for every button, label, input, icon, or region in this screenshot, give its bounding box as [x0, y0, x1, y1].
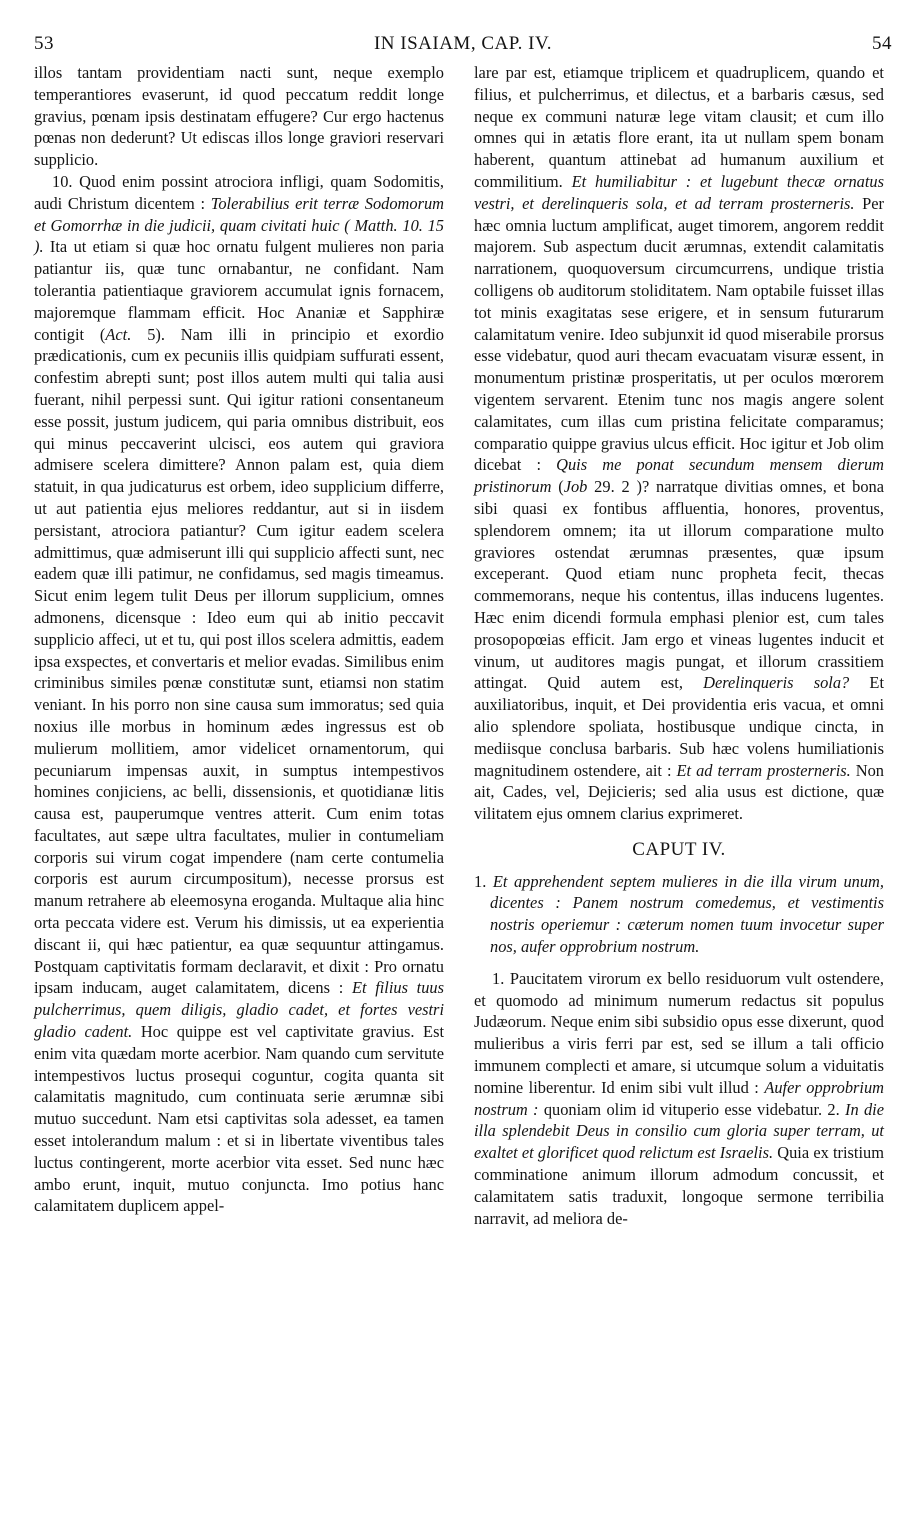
chapter-heading: CAPUT IV.	[632, 838, 726, 860]
quotation: Et humiliabitur : et lugebunt thecæ ornatus vestri, et derelinqueris sola, et ad terram prosterneris.	[474, 171, 884, 213]
scripture-verse: 1. Et apprehendent septem mulieres in die illa virum unum, dicentes : Panem nostrum comedemus, et vestimentis nostris operiemur : cæterum nomen tuum invocetur super nos, aufer opprobrium nostrum.	[474, 871, 884, 957]
running-title: IN ISAIAM, CAP. IV.	[373, 33, 553, 54]
left-column	[34, 62, 444, 1217]
quotation: In die illa splendebit Deus in consilio cum gloria super terram, ut exaltet et glorificet quod relictum est Israelis.	[474, 1099, 885, 1163]
paragraph-continued: lare par est, etiamque triplicem et quadruplicem, quando et filius, et pulcherrimus, et dilectus, et a barbaris cæsus, sed neque ex communi naturæ lege vitam clausit; et cum illo omnes qui in ætatis flore erant, ita ut nullam spem bonam haberent, quantum attinebat ad humanum auxilium et commilitium. Et humiliabitur : et lugebunt thecæ ornatus vestri, et derelinqueris sola, et ad terram prosterneris. Per hæc omnia luctum amplificat, auget timorem, angorem reddit majorem. Sub aspectum ducit ærumnas, extendit calamitatis narrationem, quoquoversum circumcurrens, undique tristia colligens ob auditorum stoliditatem. Nam optabile fuisset illas tot minis exagitatas sese erigere, et in sensum futurarum calamitatum venire. Ideo subjunxit id quod miserabile prorsus esse videbatur, quod auri thecam evacuatam visuræ essent, in monumentum pristinæ prosperitatis, ut per oculos mœrorem vigentem servarent. Etenim tunc nos magis angere solent calamitates, cum illas cum pristina felicitate comparamus; comparatio quippe gravius ulcus efficit. Hoc igitur et Job olim dicebat : Quis me ponat secundum mensem dierum pristinorum (Job 29. 2 )? narratque divitias omnes, et bona sibi quasi ex fontibus affluentia, honores, proventus, splendorem omnem; ita ut illorum comparatione multo graviores ostendat ærumnas præsentes, quæ ipsum exceperant. Quod etiam nunc propheta fecit, thecas commemorans, neque his contentus, illas inducens lugentes. Hæc enim dicendi formula emphasi plenior est, cum tales prosopopœias efficit. Jam ergo et vineas lugentes inducit et vinum, ut auditores magis pungat, et illorum crassitiem attingat. Quid autem est, Derelinqueris sola? Et auxiliatoribus, inquit, et Dei providentia eris vacua, et omni alio splendore spoliata, hostibusque undique cincta, in mediisque conclusa barbaris. Sub hæc volens humiliationis magnitudinem ostendere, ait : Et ad terram prosterneris. Non ait, Cades, vel, Dejicieris; sed alia usus est dictione, quæ vilitatem ejus omnem clarius exprimeret.	[474, 63, 885, 824]
quotation: Derelinqueris sola?	[703, 673, 850, 693]
quotation: Et filius tuus pulcherrimus, quem diligis, gladio cadet, et fortes vestri gladio cadent.	[34, 978, 444, 1042]
quotation: Aufer opprobrium nostrum :	[474, 1077, 884, 1119]
paragraph-10: 10. Quod enim possint atrociora infligi, quam Sodomitis, audi Christum dicentem : Tolerabilius erit terræ Sodomorum et Gomorrhæ in die judicii, quam civitati huic ( Matth. 10. 15 ). Ita ut etiam si quæ hoc ornatu fulgent mulieres non paria patiantur iis, quæ tunc ornabantur, ne confidant. Nam tolerantia patientiaque graviorem accumulat ignis fornacem, majoremque flammam efficit. Hoc Ananiæ et Sapphiræ contigit (Act. 5). Nam illi in principio et exordio prædicationis, cum ex pecuniis illis quidpiam suffurati essent, confestim abrepti sunt; post illos autem multi qui talia ausi fuerant, nihil perpessi sunt. Qui igitur rationi consentaneum esse possit, justum judicem, qui paria omnibus distribuit, eos qui minus peccaverint ulcisci, eos autem qui graviora admisere scelera dimittere? Annon palam est, quia diem statuit, in qua judicaturus est orbem, ideo supplicium differre, ut aut patientia ejus meliores reddantur, aut si in iisdem persistant, atrociora patiantur? Cum igitur eadem scelera admittimus, quæ admiserunt illi qui supplicio affecti sunt, nec eadem quæ illi patimur, ne confidamus, sed magis timeamus. Sicut enim legem tulit Deus per illorum supplicium, omnes admonens, dicensque : Ideo eum qui ab initio peccavit supplicio affeci, ut et tu, qui post illos scelera admittis, eadem ipsa exspectes, et convertaris et melior evadas. Similibus enim criminibus similes pœnæ constitutæ sunt, etiamsi non statim veniant. In his porro non sine causa sum immoratus; sed quia noxius ille morbus in hominum ædes ingressus est ob mulierum mollitiem, amor videlicet ornamentorum, qui pecuniarum impensas auxit, in sumptus intempestivos homines conjiciens, ac belli, dissensionis, et quotidianæ litis causa est, pauperumque ventres atterit. Cum enim totas facultates, aut sæpe ultra facultates, mulier in contumeliam corporis sui virum cogat impendere (nam certe contumelia corporis est aurum circumpositum), necesse prorsus est manum retrahere ab eleemosyna eroganda. Multaque alia hinc orta peccata videre est. Verum his dimissis, ut ea experientia discant ii, qui hæc patientur, ea quæ sequuntur attingamus. Postquam captivitatis formam declaravit, et dixit : Pro ornatu ipsam inducam, auget calamitatem, dicens : Et filius tuus pulcherrimus, quem diligis, gladio cadet, et fortes vestri gladio cadent. Hoc quippe est vel captivitate gravius. Est enim vita quædam morte acerbior. Nam quando cum servitute intempestivos luctus prosequi coguntur, cogita quanta sit calamitatis magnitudo, cum continuata serie ærumnæ sibi mutuo succedunt. Nam etsi captivitas sola adesset, ea tamen esset intolerandum malum : et si in libertate viventibus tales luctus contingerent, morte acerbior vita esset. Sed nunc hæc ambo erunt, inquit, mutuo conjuncta. Imo potius hanc calamitatem duplicem appel-	[34, 171, 445, 1216]
quotation: Tolerabilius erit terræ Sodomorum et Gomorrhæ in die judicii, quam civitati huic ( Matth. 10. 15 ).	[34, 193, 444, 257]
verse-number: 1.	[474, 871, 487, 891]
page-header	[34, 33, 892, 57]
quotation: Et ad terram prosterneris.	[676, 760, 851, 780]
citation: Job	[563, 477, 588, 497]
citation: Act.	[105, 324, 132, 344]
page-number-right: 54	[872, 33, 892, 54]
commentary-paragraph: 1. Paucitatem virorum ex bello residuorum vult ostendere, et quomodo ad minimum numerum redactus sit populus Judæorum. Neque enim sibi subsidio opus esse dixerunt, quod mulieribus a viris ferri par est, sed se illum a tali officio immunem complecti et amare, si utcumque solum a viduitatis nomine liberentur. Id enim sibi vult illud : Aufer opprobrium nostrum : quoniam olim id vituperio esse videbatur. 2. In die illa splendebit Deus in consilio cum gloria super terram, ut exaltet et glorificet quod relictum est Israelis. Quia ex tristium comminatione animum illorum admodum concussit, et calamitatem satis traduxit, longoque sermone terribilia narravit, ad meliora de-	[474, 968, 885, 1228]
page-number-left: 53	[34, 33, 54, 54]
paragraph: illos tantam providentiam nacti sunt, neque exemplo temperantiores evaserunt, id quod peccatum reddit longe gravius, pœnam ipsis destinatam effugere? Cur ergo hactenus pœnas non dederunt? Ut ediscas illos longe graviori reservari supplicio.	[34, 63, 444, 170]
right-column	[474, 62, 884, 1229]
quotation: Quis me ponat secundum mensem dierum pristinorum	[474, 455, 884, 497]
